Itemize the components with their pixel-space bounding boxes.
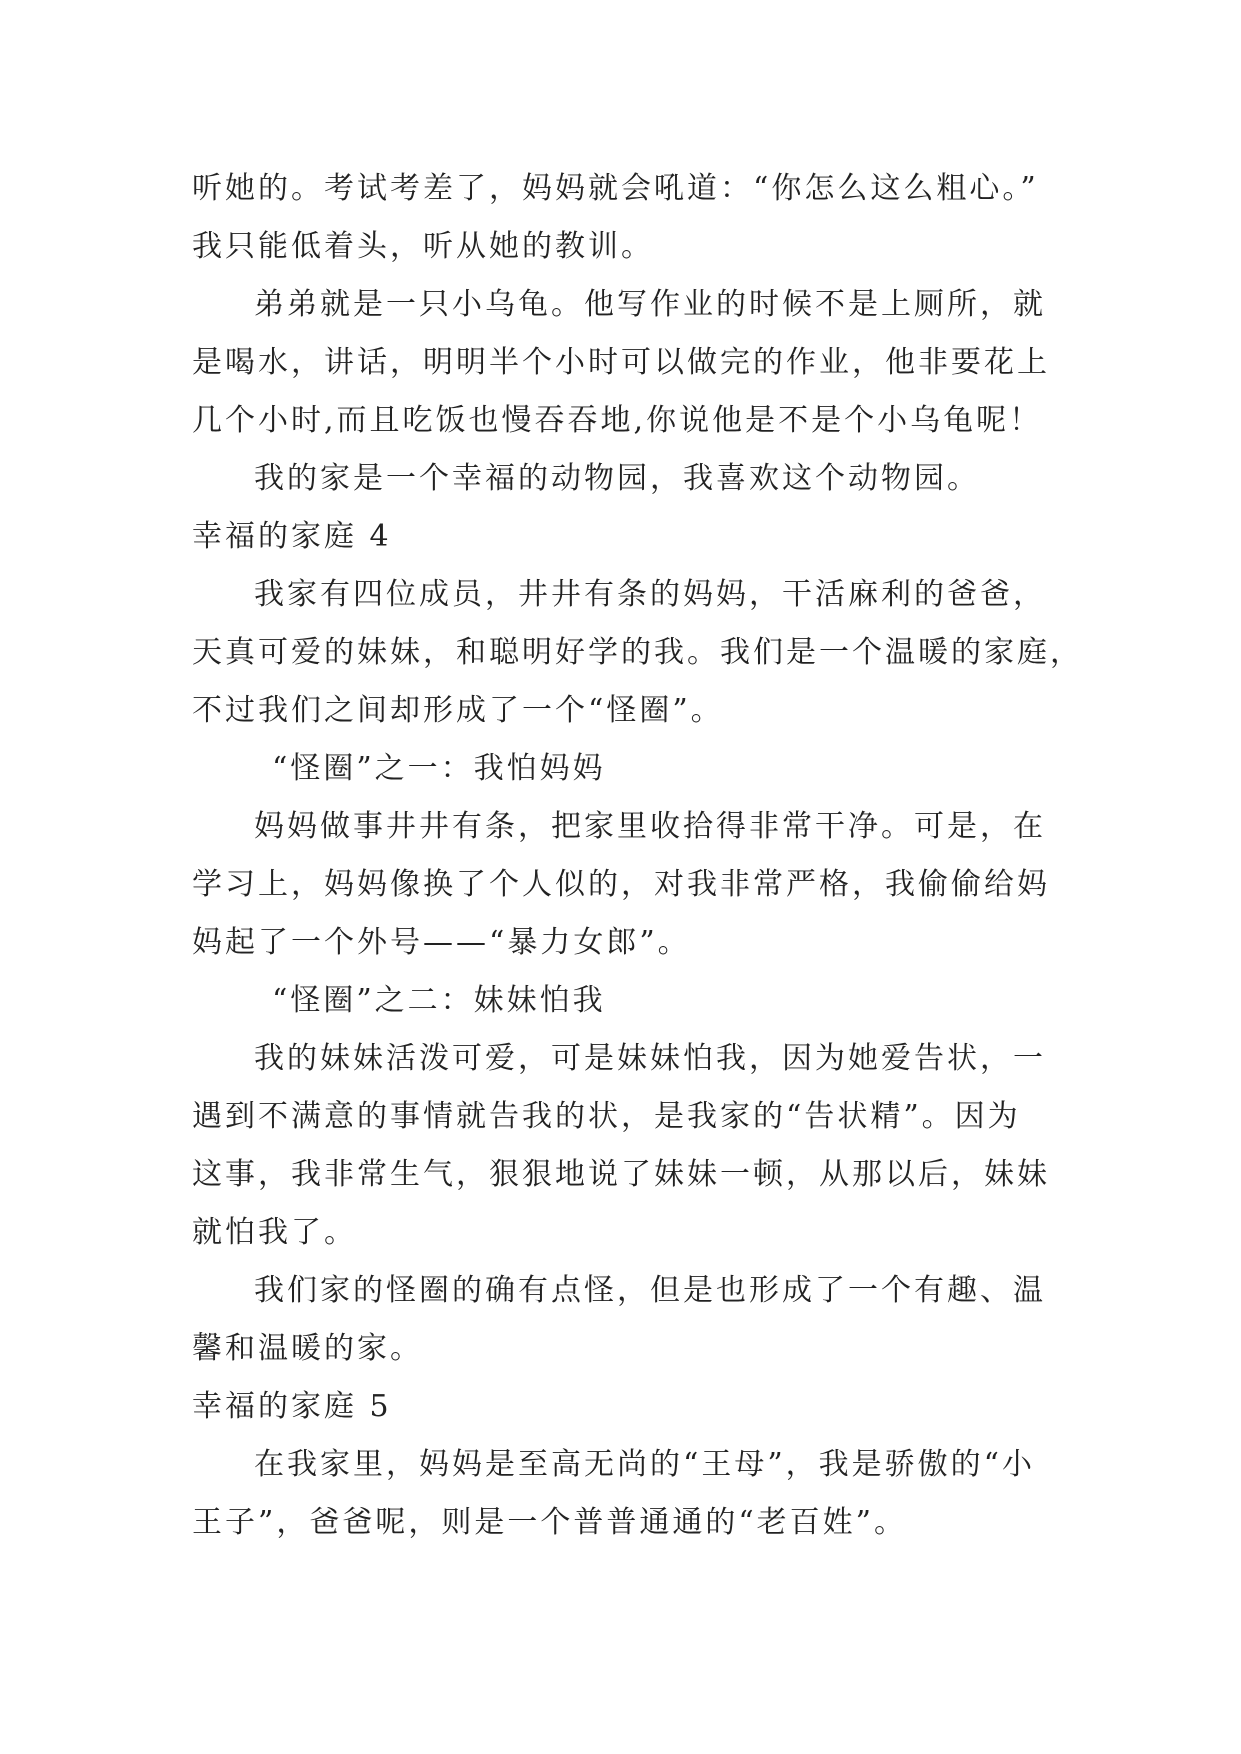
- section-heading: 幸福的家庭 5: [192, 1389, 392, 1424]
- text-line: 听她的。考试考差了，妈妈就会吼道：“你怎么这么粗心。”: [192, 171, 1039, 206]
- text-line: 我的妹妹活泼可爱，可是妹妹怕我，因为她爱告状，一: [254, 1041, 1046, 1076]
- sub-heading: “怪圈”之二：妹妹怕我: [272, 983, 606, 1018]
- text-line: 就怕我了。: [192, 1215, 357, 1250]
- text-line: 妈妈做事井井有条，把家里收拾得非常干净。可是，在: [254, 809, 1046, 844]
- text-line: 弟弟就是一只小乌龟。他写作业的时候不是上厕所，就: [254, 287, 1046, 322]
- text-line: 妈起了一个外号——“暴力女郎”。: [192, 925, 691, 960]
- text-line: 馨和温暖的家。: [192, 1331, 423, 1366]
- text-line: 天真可爱的妹妹，和聪明好学的我。我们是一个温暖的家庭，: [192, 635, 1083, 670]
- text-line: 几个小时,而且吃饭也慢吞吞地,你说他是不是个小乌龟呢！: [192, 403, 1043, 438]
- text-line: 在我家里，妈妈是至高无尚的“王母”，我是骄傲的“小: [254, 1447, 1036, 1482]
- text-line: 我只能低着头，听从她的教训。: [192, 229, 654, 264]
- text-line: 我们家的怪圈的确有点怪，但是也形成了一个有趣、温: [254, 1273, 1046, 1308]
- text-line: 遇到不满意的事情就告我的状，是我家的“告状精”。因为: [192, 1099, 1021, 1134]
- text-line: 我家有四位成员，井井有条的妈妈，干活麻利的爸爸，: [254, 577, 1046, 612]
- sub-heading: “怪圈”之一：我怕妈妈: [272, 751, 606, 786]
- document-page: [192, 160, 1083, 1552]
- text-line: 学习上，妈妈像换了个人似的，对我非常严格，我偷偷给妈: [192, 867, 1050, 902]
- text-line: 我的家是一个幸福的动物园，我喜欢这个动物园。: [254, 461, 980, 496]
- section-heading: 幸福的家庭 4: [192, 519, 392, 554]
- text-line: 是喝水，讲话，明明半个小时可以做完的作业，他非要花上: [192, 345, 1050, 380]
- text-line: 王子”，爸爸呢，则是一个普普通通的“老百姓”。: [192, 1505, 908, 1540]
- text-line: 不过我们之间却形成了一个“怪圈”。: [192, 693, 724, 728]
- text-line: 这事，我非常生气，狠狠地说了妹妹一顿，从那以后，妹妹: [192, 1157, 1050, 1192]
